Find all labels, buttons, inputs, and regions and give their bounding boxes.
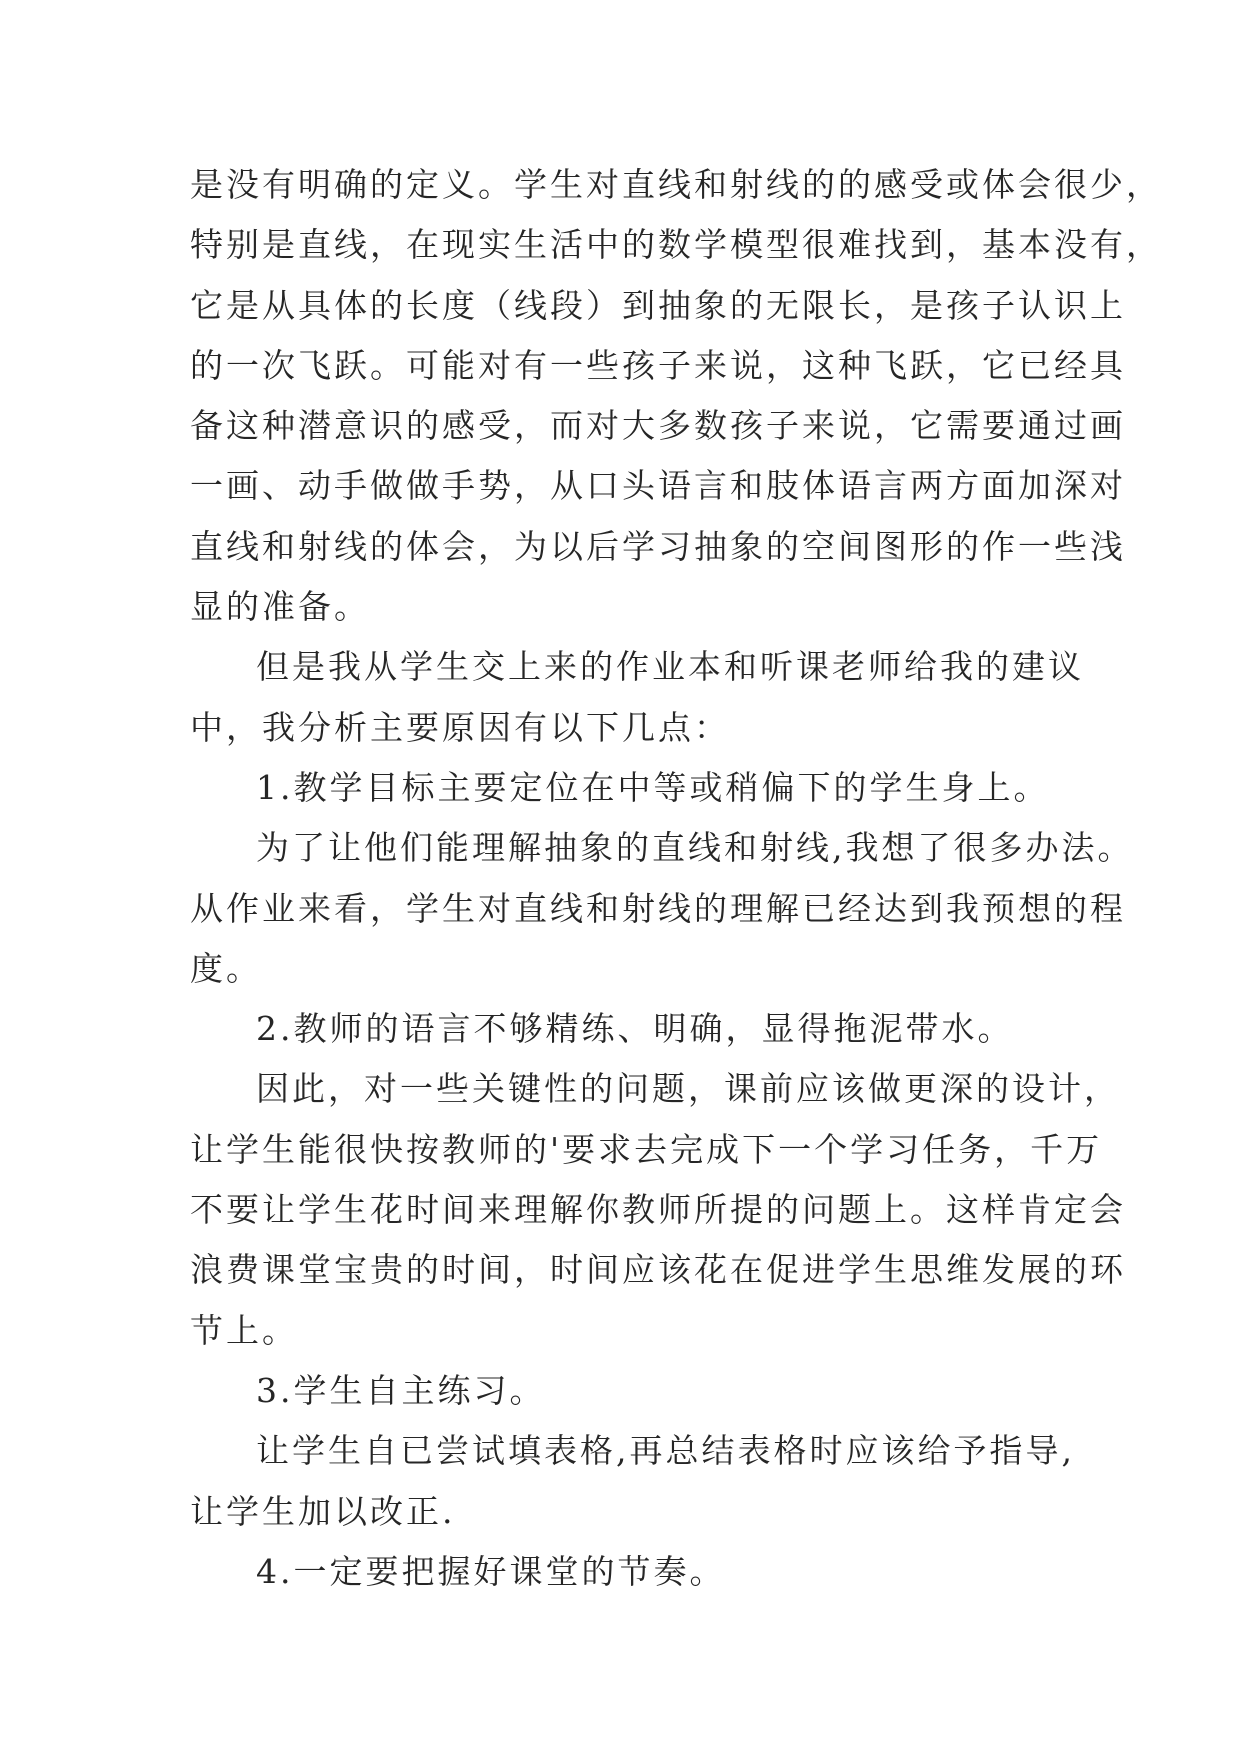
numbered-point-2: 2.教师的语言不够精练、明确，显得拖泥带水。: [256, 1009, 1014, 1049]
text-line: 节上。: [190, 1310, 298, 1350]
text-line: 的一次飞跃。可能对有一些孩子来说，这种飞跃，它已经具: [190, 345, 1126, 385]
text-line: 从作业来看，学生对直线和射线的理解已经达到我预想的程: [190, 888, 1126, 928]
text-line: 让学生能很快按教师的'要求去完成下一个学习任务，千万: [190, 1129, 1103, 1169]
text-line: 是没有明确的定义。学生对直线和射线的的感受或体会很少，: [190, 165, 1162, 204]
text-line: 显的准备。: [190, 587, 370, 627]
paragraph-start-line: 但是我从学生交上来的作业本和听课老师给我的建议: [256, 647, 1084, 687]
text-line: 直线和射线的体会，为以后学习抽象的空间图形的作一些浅: [190, 526, 1126, 566]
text-line: 度。: [190, 948, 262, 988]
document-body: [190, 155, 1162, 1602]
paragraph-start-line: 让学生自已尝试填表格,再总结表格时应该给予指导,: [256, 1431, 1075, 1471]
text-line: 特别是直线，在现实生活中的数学模型很难找到，基本没有，: [190, 225, 1162, 265]
text-line: 一画、动手做做手势，从口头语言和肢体语言两方面加深对: [190, 466, 1126, 506]
text-line: 不要让学生花时间来理解你教师所提的问题上。这样肯定会: [190, 1190, 1126, 1230]
numbered-point-1: 1.教学目标主要定位在中等或稍偏下的学生身上。: [256, 767, 1050, 807]
text-line: 备这种潜意识的感受，而对大多数孩子来说，它需要通过画: [190, 406, 1126, 446]
paragraph-start-line: 因此，对一些关键性的问题，课前应该做更深的设计，: [256, 1069, 1120, 1109]
text-line: 中，我分析主要原因有以下几点：: [190, 707, 730, 747]
text-line: 它是从具体的长度（线段）到抽象的无限长，是孩子认识上: [190, 285, 1126, 325]
text-line: 让学生加以改正.: [190, 1491, 456, 1531]
numbered-point-4: 4.一定要把握好课堂的节奏。: [256, 1551, 726, 1591]
paragraph-start-line: 为了让他们能理解抽象的直线和射线,我想了很多办法。: [256, 828, 1134, 868]
text-line: 浪费课堂宝贵的时间，时间应该花在促进学生思维发展的环: [190, 1250, 1126, 1290]
numbered-point-3: 3.学生自主练习。: [256, 1370, 546, 1410]
